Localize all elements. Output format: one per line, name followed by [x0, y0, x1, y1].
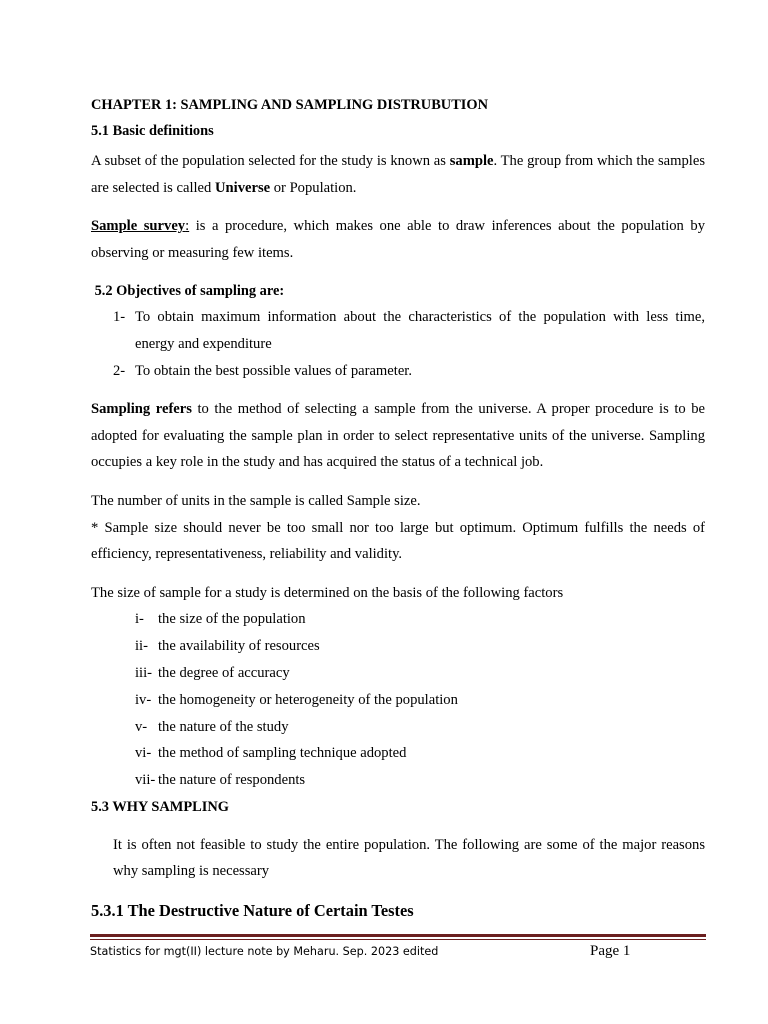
- page-number: Page 1: [590, 943, 631, 959]
- term-universe: Universe: [214, 179, 271, 196]
- list-item-text: the availability of resources: [158, 638, 320, 655]
- paragraph-sample-definition: A subset of the population selected for the study is known as sample. The group from which the samples are selected is called Universe or Population.: [91, 153, 705, 196]
- list-marker: 1-: [113, 309, 126, 326]
- list-marker: vii-: [135, 772, 156, 789]
- list-marker: ii-: [135, 638, 148, 655]
- footer-rule: [90, 934, 706, 937]
- section-5-2-heading: 5.2 Objectives of sampling are:: [91, 283, 285, 300]
- chapter-title: CHAPTER 1: SAMPLING AND SAMPLING DISTRUBUTION: [91, 97, 488, 113]
- list-marker: vi-: [135, 745, 152, 762]
- paragraph-sampling-refers: Sampling refers to the method of selecting a sample from the universe. A proper procedure is to be adopted for evaluating the sample plan in order to select representative units of the universe. Sampling occupies a key role in the study and has acquired the status of a technical job.: [91, 401, 706, 471]
- list-item-text: the degree of accuracy: [158, 664, 290, 681]
- list-item: [91, 633, 705, 660]
- objectives-list: [91, 304, 705, 384]
- term-sample-survey: Sample survey:: [91, 218, 190, 235]
- list-item: [91, 714, 705, 741]
- list-item: [91, 740, 705, 767]
- list-item: [91, 606, 705, 633]
- list-marker: i-: [135, 611, 144, 628]
- list-marker: iii-: [135, 664, 153, 681]
- page-content: [91, 92, 705, 925]
- list-marker: v-: [135, 718, 148, 735]
- list-item: [91, 358, 705, 385]
- list-marker: iv-: [135, 691, 152, 708]
- list-item: [91, 767, 705, 794]
- subsection-5-3-1-heading: 5.3.1 The Destructive Nature of Certain Testes: [91, 901, 414, 921]
- paragraph-sample-survey: Sample survey: is a procedure, which makes one able to draw inferences about the population by observing or measuring few items.: [91, 218, 705, 261]
- footer-text: Statistics for mgt(II) lecture note by Meharu. Sep. 2023 edited: [90, 945, 439, 958]
- paragraph-why-sampling: It is often not feasible to study the entire population. The following are some of the major reasons why sampling is necessary: [113, 836, 705, 880]
- term-sampling-refers: Sampling refers: [91, 401, 192, 418]
- list-marker: 2-: [113, 362, 126, 379]
- footer-rule-thin: [90, 939, 706, 940]
- term-sample: sample: [449, 153, 494, 169]
- paragraph-factors-intro: The size of sample for a study is determined on the basis of the following factors: [91, 584, 564, 601]
- list-item: [91, 304, 705, 357]
- list-item-text: the nature of the study: [158, 718, 289, 735]
- factors-list: [91, 606, 705, 794]
- list-item-text: the homogeneity or heterogeneity of the population: [158, 691, 458, 708]
- list-item-text: To obtain the best possible values of parameter.: [135, 362, 412, 379]
- list-item-text: the nature of respondents: [158, 772, 306, 789]
- paragraph-sample-size: The number of units in the sample is called Sample size.: [91, 492, 421, 509]
- list-item-text: To obtain maximum information about the characteristics of the population with less time, energy and expenditure: [135, 309, 705, 352]
- list-item-text: the method of sampling technique adopted: [158, 745, 407, 762]
- section-5-3-heading: 5.3 WHY SAMPLING: [91, 798, 229, 815]
- list-item: [91, 660, 705, 687]
- section-5-1-heading: 5.1 Basic definitions: [91, 123, 214, 139]
- list-item-text: the size of the population: [158, 611, 306, 628]
- list-item: [91, 687, 705, 714]
- paragraph-sample-size-note: * Sample size should never be too small nor too large but optimum. Optimum fulfills the needs of efficiency, representativeness, reliability and validity.: [91, 519, 705, 563]
